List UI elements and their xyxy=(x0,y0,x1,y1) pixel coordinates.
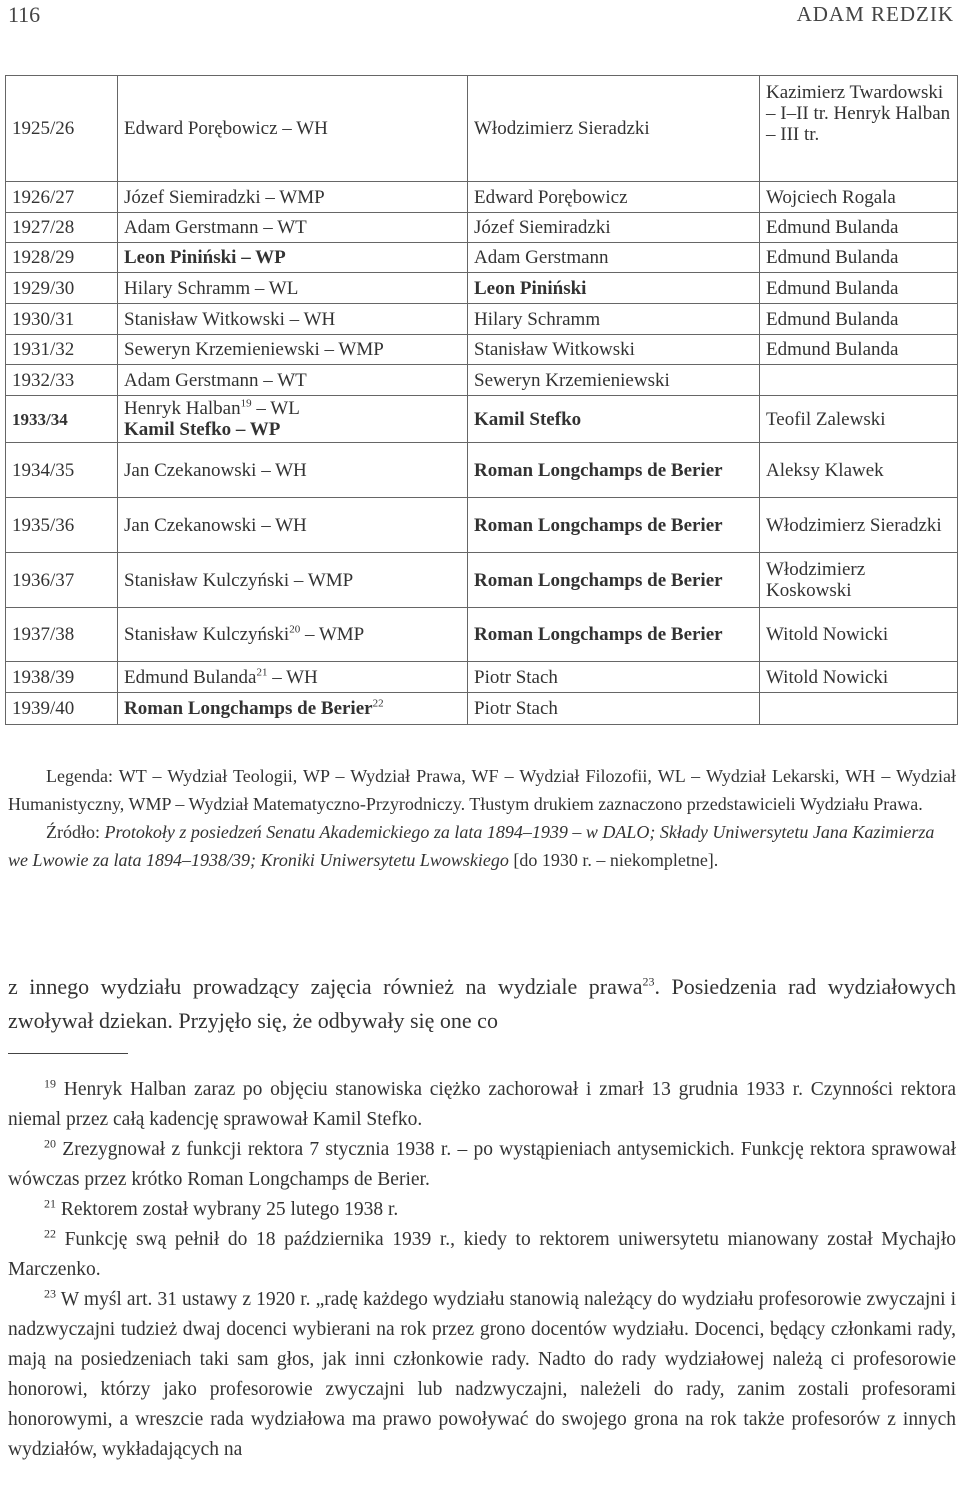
footnote-number: 22 xyxy=(44,1226,56,1241)
year-cell: 1936/37 xyxy=(6,553,118,608)
table-row xyxy=(6,662,958,693)
footnote xyxy=(8,1195,956,1225)
third-cell: Kazimierz Twardowski – I–II tr. Henryk Halban – III tr. xyxy=(760,76,958,182)
footnote-text: Henryk Halban zaraz po objęciu stanowiska ciężko zachorował i zmarł 13 grudnia 1933 r. Czynności rektora niemal przez całą kadencję sprawował Kamil Stefko. xyxy=(8,1079,956,1130)
table-row xyxy=(6,182,958,213)
third-cell xyxy=(760,693,958,725)
third-cell: Edmund Bulanda xyxy=(760,213,958,243)
table-row xyxy=(6,273,958,304)
table-row xyxy=(6,693,958,725)
rector-name: Edmund Bulanda xyxy=(124,666,257,688)
third-cell: Edmund Bulanda xyxy=(760,243,958,273)
third-cell xyxy=(760,365,958,396)
third-cell: Edmund Bulanda xyxy=(760,335,958,365)
prorector-cell: Józef Siemiradzki xyxy=(468,213,760,243)
table-row xyxy=(6,365,958,396)
footnote xyxy=(8,1285,956,1465)
prorector-cell: Piotr Stach xyxy=(468,662,760,693)
prorector-cell: Adam Gerstmann xyxy=(468,243,760,273)
footnote xyxy=(8,1135,956,1195)
prorector-cell: Hilary Schramm xyxy=(468,304,760,335)
source-note xyxy=(8,818,956,874)
rector-cell: Adam Gerstmann – WT xyxy=(118,213,468,243)
page-number: 116 xyxy=(8,2,41,27)
year-cell: 1931/32 xyxy=(6,335,118,365)
rector-name: Roman Longchamps de Berier xyxy=(124,698,373,719)
third-cell: Wojciech Rogala xyxy=(760,182,958,213)
footnote-ref: 20 xyxy=(289,623,301,636)
third-cell: Teofil Zalewski xyxy=(760,396,958,443)
footnote xyxy=(8,1075,956,1135)
table-row xyxy=(6,443,958,498)
third-cell: Witold Nowicki xyxy=(760,662,958,693)
body-text: . Posiedzenia rad wydziałowych zwoływał dziekan. Przyjęło się, że odbywały się one co xyxy=(8,974,957,1033)
prorector-cell: Seweryn Krzemieniewski xyxy=(468,365,760,396)
table-row xyxy=(6,304,958,335)
rector-faculty: – WMP xyxy=(300,624,365,645)
footnote-number: 19 xyxy=(44,1076,56,1091)
table-row xyxy=(6,76,958,182)
third-cell: Edmund Bulanda xyxy=(760,273,958,304)
rector-line: Kamil Stefko – WP xyxy=(124,419,281,440)
rector-name: Stanisław Kulczyński xyxy=(124,624,290,645)
rectors-table xyxy=(5,75,958,725)
prorector-cell: Kamil Stefko xyxy=(468,396,760,443)
prorector-cell: Roman Longchamps de Berier xyxy=(468,608,760,662)
third-cell: Aleksy Klawek xyxy=(760,443,958,498)
footnotes xyxy=(8,1075,956,1465)
prorector-cell: Piotr Stach xyxy=(468,693,760,725)
rector-faculty: – WH xyxy=(267,666,318,688)
table-row xyxy=(6,608,958,662)
rector-cell xyxy=(118,662,468,693)
rector-cell: Leon Piniński – WP xyxy=(118,243,468,273)
footnote-ref: 21 xyxy=(256,666,268,679)
prorector-cell: Leon Piniński xyxy=(468,273,760,304)
rector-cell: Jan Czekanowski – WH xyxy=(118,443,468,498)
third-cell: Włodzimierz Sieradzki xyxy=(760,498,958,553)
footnote-text: W myśl art. 31 ustawy z 1920 r. „radę każdego wydziału stanowią należący do wydziału profesorowie zwyczajni i nadzwyczajni tudzież dwaj docenci wybierani na rok przez grono docentów wydziału. Docenci, będący członkami rady, mają na posiedzeniach taki sam głos, jak inni członkowie rady. Nadto do rady wydziałowej należą ci profesorowie honorowi, którzy jako profesorowie zwyczajni lub nadzwyczajni, należeli do rady, zanim zostali profesorami honorowymi, a wreszcie rada wydziałowa ma prawo powoływać do swojego grona na rok także profesorów z innych wydziałów, wykładających na xyxy=(8,1289,956,1460)
footnote-number: 20 xyxy=(44,1136,56,1151)
rector-cell: Adam Gerstmann – WT xyxy=(118,365,468,396)
rector-line xyxy=(124,398,461,419)
rector-cell xyxy=(118,396,468,443)
rector-cell xyxy=(118,693,468,725)
table-row xyxy=(6,243,958,273)
prorector-cell: Roman Longchamps de Berier xyxy=(468,553,760,608)
footnote-separator xyxy=(8,1053,128,1054)
rector-cell xyxy=(118,608,468,662)
year-cell: 1932/33 xyxy=(6,365,118,396)
table-row xyxy=(6,213,958,243)
footnote-text: Zrezygnował z funkcji rektora 7 stycznia 1938 r. – po wystąpieniach antysemickich. Funkcję rektora sprawował wówczas przez krótko Roman Longchamps de Berier. xyxy=(8,1139,956,1190)
year-cell: 1929/30 xyxy=(6,273,118,304)
body-paragraph xyxy=(8,970,956,1038)
table-row xyxy=(6,396,958,443)
year-cell: 1937/38 xyxy=(6,608,118,662)
footnote-ref: 19 xyxy=(240,397,252,410)
third-cell: Włodzimierz Koskowski xyxy=(760,553,958,608)
rector-cell: Józef Siemiradzki – WMP xyxy=(118,182,468,213)
year-cell: 1925/26 xyxy=(6,76,118,182)
source-tail: [do 1930 r. – niekompletne]. xyxy=(508,850,719,870)
year-cell: 1927/28 xyxy=(6,213,118,243)
rector-faculty: – WL xyxy=(251,398,300,419)
table-legend xyxy=(8,762,956,874)
prorector-cell: Edward Porębowicz xyxy=(468,182,760,213)
rector-name: Henryk Halban xyxy=(124,398,241,419)
source-label: Źródło: xyxy=(46,822,105,842)
year-cell: 1938/39 xyxy=(6,662,118,693)
rector-cell: Stanisław Witkowski – WH xyxy=(118,304,468,335)
rector-cell: Seweryn Krzemieniewski – WMP xyxy=(118,335,468,365)
year-cell: 1934/35 xyxy=(6,443,118,498)
footnote-number: 23 xyxy=(44,1286,56,1301)
year-cell: 1928/29 xyxy=(6,243,118,273)
footnote-text: Rektorem został wybrany 25 lutego 1938 r. xyxy=(56,1199,399,1220)
year-cell: 1933/34 xyxy=(6,396,118,443)
table-row xyxy=(6,335,958,365)
rector-cell: Stanisław Kulczyński – WMP xyxy=(118,553,468,608)
page-header xyxy=(0,0,960,30)
prorector-cell: Roman Longchamps de Berier xyxy=(468,498,760,553)
footnote-ref: 23 xyxy=(642,974,655,989)
rector-cell: Hilary Schramm – WL xyxy=(118,273,468,304)
footnote-text: Funkcję swą pełnił do 18 października 1939 r., kiedy to rektorem uniwersytetu mianowany został Mychajło Marczenko. xyxy=(8,1229,956,1280)
footnote-ref: 22 xyxy=(372,697,384,710)
rector-cell: Edward Porębowicz – WH xyxy=(118,76,468,182)
table-row xyxy=(6,553,958,608)
third-cell: Edmund Bulanda xyxy=(760,304,958,335)
year-cell: 1930/31 xyxy=(6,304,118,335)
legend-text: Legenda: WT – Wydział Teologii, WP – Wydział Prawa, WF – Wydział Filozofii, WL – Wydział Lekarski, WH – Wydział Humanistyczny, WMP – Wydział Matematyczno-Przyrodniczy. Tłustym drukiem zaznaczono przedstawicieli Wydziału Prawa. xyxy=(8,766,956,814)
prorector-cell: Stanisław Witkowski xyxy=(468,335,760,365)
third-cell: Witold Nowicki xyxy=(760,608,958,662)
footnote xyxy=(8,1225,956,1285)
rector-cell: Jan Czekanowski – WH xyxy=(118,498,468,553)
year-cell: 1926/27 xyxy=(6,182,118,213)
prorector-cell: Roman Longchamps de Berier xyxy=(468,443,760,498)
prorector-cell: Włodzimierz Sieradzki xyxy=(468,76,760,182)
year-cell: 1935/36 xyxy=(6,498,118,553)
body-text: z innego wydziału prowadzący zajęcia również na wydziale prawa xyxy=(8,974,643,999)
source-titles: Protokoły z posiedzeń Senatu Akademickiego za lata 1894–1939 – w DALO; Składy Uniwersytetu Jana Kazimierza we Lwowie za lata 1894–1938/39; Kroniki Uniwersytetu Lwowskiego xyxy=(8,822,935,870)
table-row xyxy=(6,498,958,553)
running-head: ADAM REDZIK xyxy=(796,2,954,26)
year-cell: 1939/40 xyxy=(6,693,118,725)
footnote-number: 21 xyxy=(44,1196,56,1211)
